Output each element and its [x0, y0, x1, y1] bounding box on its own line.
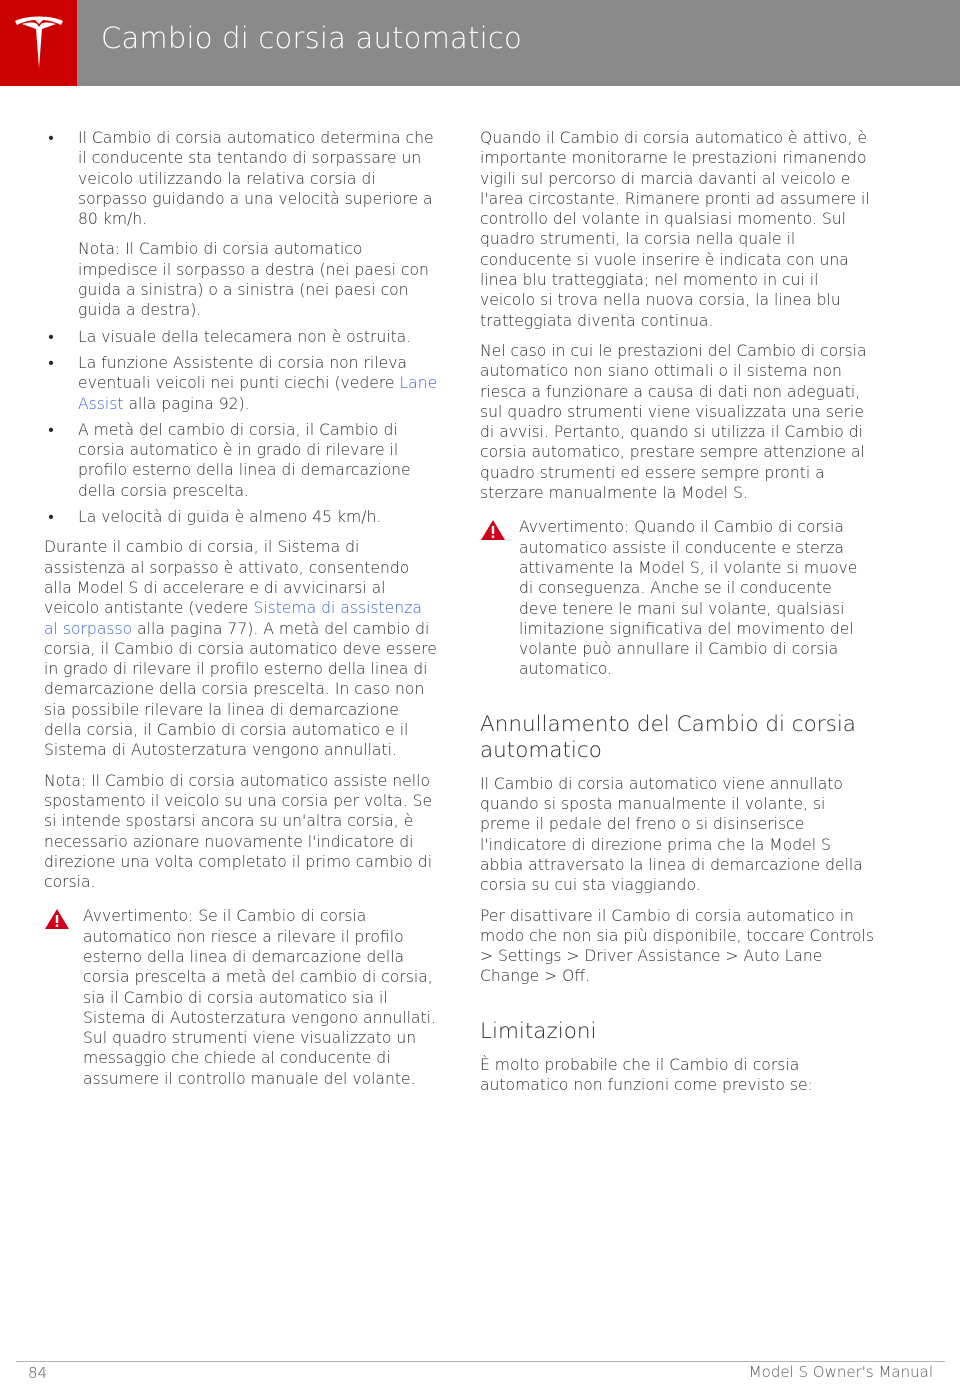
list-item-note: Nota: Il Cambio di corsia automatico impedisce il sorpasso a destra (nei paesi con guida a sinistra) o a sinistra (nei paesi con guida a destra).	[78, 240, 429, 320]
body-paragraph: Il Cambio di corsia automatico viene annullato quando si sposta manualmente il volante, si preme il pedale del freno o si disinserisce l'indicatore di direzione prima che la Model S abbia attraversato la linea di demarcazione della corsia su cui sta viaggiando.	[480, 774, 863, 895]
body-paragraph: È molto probabile che il Cambio di corsia automatico non funzioni come previsto se:	[480, 1055, 813, 1094]
list-item	[44, 128, 440, 321]
list-item-text: La visuale della telecamera non è ostruita.	[78, 327, 412, 346]
tesla-logo	[0, 0, 77, 86]
list-item-text: A metà del cambio di corsia, il Cambio di corsia automatico è in grado di rilevare il profilo esterno della linea di demarcazione della corsia prescelta.	[78, 420, 411, 500]
footer-divider	[16, 1361, 945, 1362]
bullet-mark: •	[48, 353, 54, 372]
section-heading: Annullamento del Cambio di corsia automatico	[480, 711, 856, 763]
overtake-assist-link[interactable]: Sistema di assistenza al sorpasso	[44, 599, 422, 638]
note-paragraph: Nota: Il Cambio di corsia automatico assiste nello spostamento il veicolo su una corsia per volta. Se si intende spostarsi ancora su un'altra corsia, è necessario azionare nuovamente l'indicatore di direzione una volta completato il primo cambio di corsia.	[44, 771, 433, 892]
conditions-list	[44, 128, 440, 527]
list-item	[44, 420, 440, 501]
list-item	[44, 507, 440, 527]
list-item	[44, 327, 440, 347]
right-column	[480, 128, 874, 1105]
page-title: Cambio di corsia automatico	[101, 21, 522, 55]
list-item-text: La funzione Assistente di corsia non rileva eventuali veicoli nei punti ciechi (vedere	[78, 353, 407, 393]
warning-triangle-icon	[480, 519, 506, 541]
warning-text: Avvertimento: Quando il Cambio di corsia automatico assiste il conducente e sterza attivamente la Model S, il volante si muove di conseguenza. Anche se il conducente deve tenere le mani sul volante, qualsiasi limitazione significativa del movimento del volante può annullare il Cambio di corsia automatico.	[519, 518, 858, 679]
lane-assist-link[interactable]: Lane Assist	[78, 374, 438, 413]
bullet-mark: •	[48, 420, 54, 439]
warning-block	[44, 906, 440, 1089]
page-header	[0, 0, 960, 86]
body-paragraph: Quando il Cambio di corsia automatico è attivo, è importante monitorarne le prestazioni rimanendo vigili sul percorso di marcia davanti al veicolo e l'area circostante. Rimanere pronti ad assumere il controllo del volante in qualsiasi momento. Sul quadro strumenti, la corsia nella quale il conducente si vuole inserire è indicata con una linea blu tratteggiata; nel momento in cui il veicolo si trova nella nuova corsia, la linea blu tratteggiata diventa continua.	[480, 129, 870, 330]
list-item	[44, 353, 440, 414]
list-item-text: alla pagina 92).	[123, 394, 250, 413]
tesla-logo-icon	[13, 14, 65, 72]
manual-name: Model S Owner's Manual	[748, 1363, 933, 1381]
bullet-mark: •	[48, 508, 54, 527]
bullet-mark: •	[48, 327, 54, 346]
body-paragraph: Nel caso in cui le prestazioni del Cambio di corsia automatico non siano ottimali o il sistema non riesca a funzionare a causa di dati non adeguati, sul quadro strumenti viene visualizzata una serie di avvisi. Pertanto, quando si utilizza il Cambio di corsia automatico, prestare sempre attenzione al quadro strumenti ed essere sempre pronti a sterzare manualmente la Model S.	[480, 341, 867, 503]
page-number: 84	[28, 1364, 48, 1382]
section-heading: Limitazioni	[480, 1018, 597, 1044]
warning-text: Avvertimento: Se il Cambio di corsia automatico non riesce a rilevare il profilo esterno della linea di demarcazione della corsia prescelta a metà del cambio di corsia, sia il Cambio di corsia automatico sia il Sistema di Autosterzatura vengono annullati. Sul quadro strumenti viene visualizzato un messaggio che chiede al conducente di assumere il controllo manuale del volante.	[83, 907, 436, 1088]
warning-block	[480, 517, 874, 679]
paragraph-text: alla pagina 77). A metà del cambio di corsia, il Cambio di corsia automatico deve essere in grado di rilevare il profilo esterno della linea di demarcazione della corsia prescelta. In caso non sia possibile rilevare la linea di demarcazione della corsia, il Cambio di corsia automatico e il Sistema di Autosterzatura vengono annullati.	[44, 619, 437, 760]
list-item-text: Il Cambio di corsia automatico determina che il conducente sta tentando di sorpassare un veicolo utilizzando la relativa corsia di sorpasso guidando a una velocità superiore a 80 km/h.	[78, 129, 434, 229]
paragraph-text: Durante il cambio di corsia, il Sistema di assistenza al sorpasso è attivato, consentendo alla Model S di accelerare e di avvicinarsi al veicolo antistante (vedere	[44, 538, 410, 618]
body-paragraph	[44, 537, 440, 760]
body-paragraph: Per disattivare il Cambio di corsia automatico in modo che non sia più disponibile, toccare Controls > Settings > Driver Assistance > Auto Lane Change > Off.	[480, 906, 874, 986]
warning-triangle-icon	[44, 908, 70, 930]
bullet-mark: •	[48, 129, 54, 147]
list-item-text: La velocità di guida è almeno 45 km/h.	[78, 508, 382, 527]
left-column	[44, 128, 440, 1099]
